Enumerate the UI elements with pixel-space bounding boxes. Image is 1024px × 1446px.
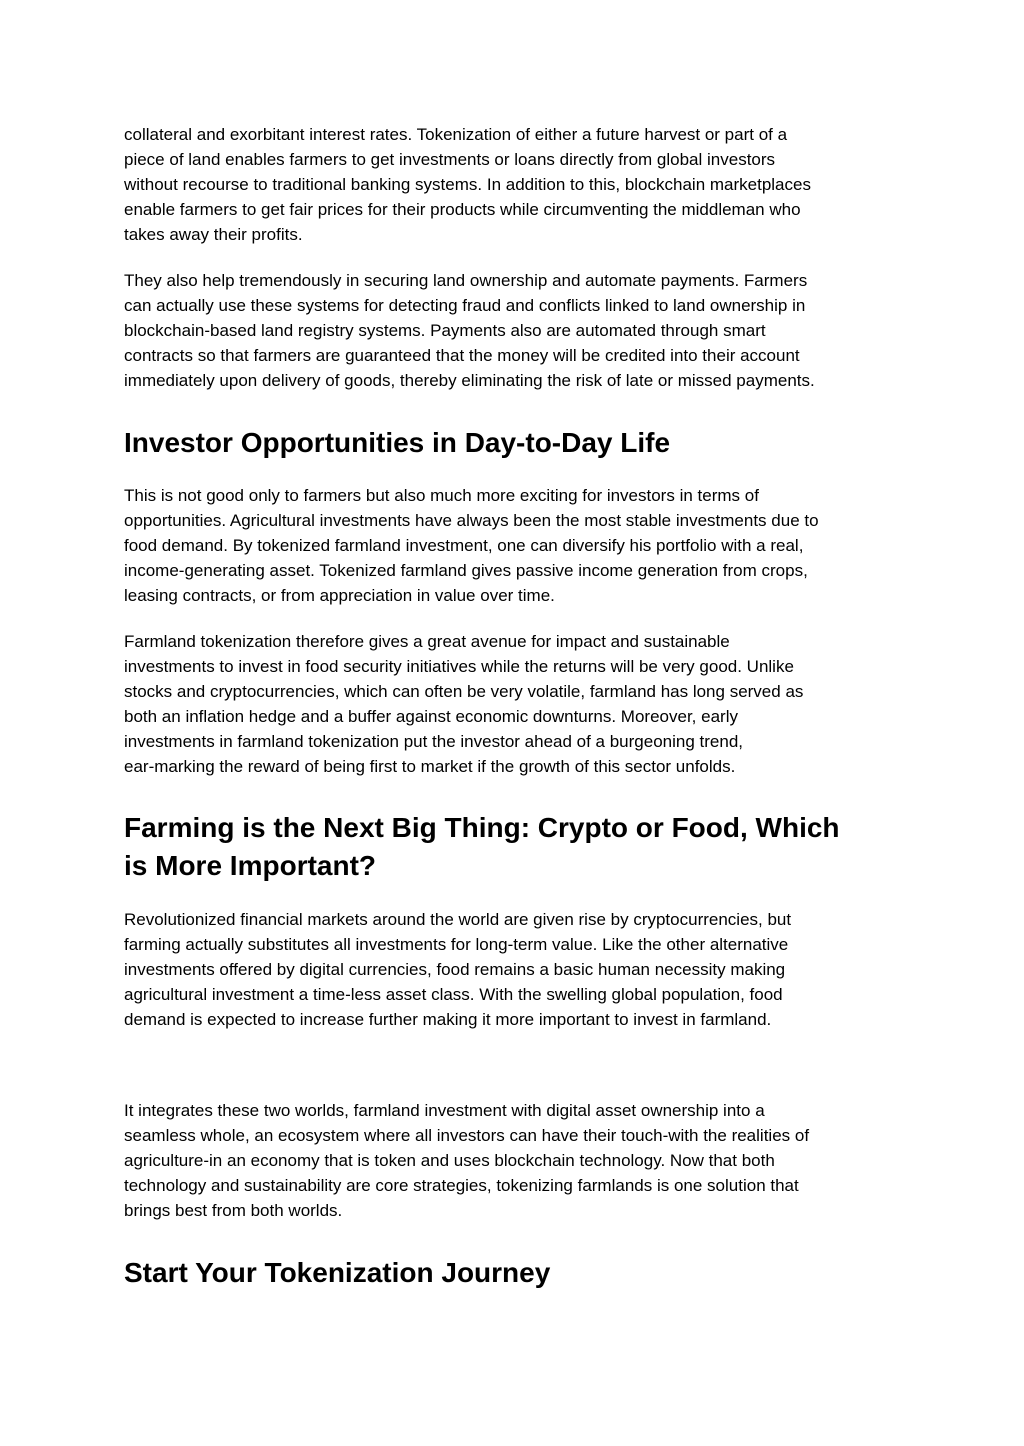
heading-farming-next-big-thing: Farming is the Next Big Thing: Crypto or Food, Which is More Important? xyxy=(124,812,840,881)
heading-investor-opportunities: Investor Opportunities in Day-to-Day Life xyxy=(124,427,671,458)
paragraph-crypto-vs-food: Revolutionized financial markets around the world are given rise by cryptocurrencies, but farming actually substitutes all investments for long-term value. Like the other alternative investments offered by digital currencies, food remains a basic human necessity making agricultural investment a time-less asset class. With the swelling global population, food demand is expected to increase further making it more important to invest in farmland. xyxy=(124,910,792,1029)
heading-start-journey: Start Your Tokenization Journey xyxy=(124,1257,551,1288)
paragraph-two-worlds: It integrates these two worlds, farmland investment with digital asset ownership into a seamless whole, an ecosystem where all investors can have their touch-with the realities of agriculture-in an economy that is token and uses blockchain technology. Now that both technology and sustainability are core strategies, tokenizing farmlands is one solution that brings best from both worlds. xyxy=(124,1101,810,1220)
paragraph-tokenization-financing: collateral and exorbitant interest rates. Tokenization of either a future harvest or part of a piece of land enables farmers to get investments or loans directly from global investors without recourse to traditional banking systems. In addition to this, blockchain marketplaces enable farmers to get fair prices for their products while circumventing the middleman who takes away their profits. xyxy=(124,125,811,244)
paragraph-land-ownership-payments: They also help tremendously in securing land ownership and automate payments. Farmers can actually use these systems for detecting fraud and conflicts linked to land ownership in blockchain-based land registry systems. Payments also are automated through smart contracts so that farmers are guaranteed that the money will be credited into their account immediately upon delivery of goods, thereby eliminating the risk of late or missed payments. xyxy=(124,271,815,390)
paragraph-investor-benefits: This is not good only to farmers but also much more exciting for investors in terms of opportunities. Agricultural investments have always been the most stable investments due to food demand. By tokenized farmland investment, one can diversify his portfolio with a real, income-generating asset. Tokenized farmland gives passive income generation from crops, leasing contracts, or from appreciation in value over time. xyxy=(124,486,819,605)
paragraph-impact-investment: Farmland tokenization therefore gives a great avenue for impact and sustainable investments to invest in food security initiatives while the returns will be very good. Unlike stocks and cryptocurrencies, which can often be very volatile, farmland has long served as both an inflation hedge and a buffer against economic downturns. Moreover, early investments in farmland tokenization put the investor ahead of a burgeoning trend, ear-marking the reward of being first to market if the growth of this sector unfolds. xyxy=(124,632,804,776)
